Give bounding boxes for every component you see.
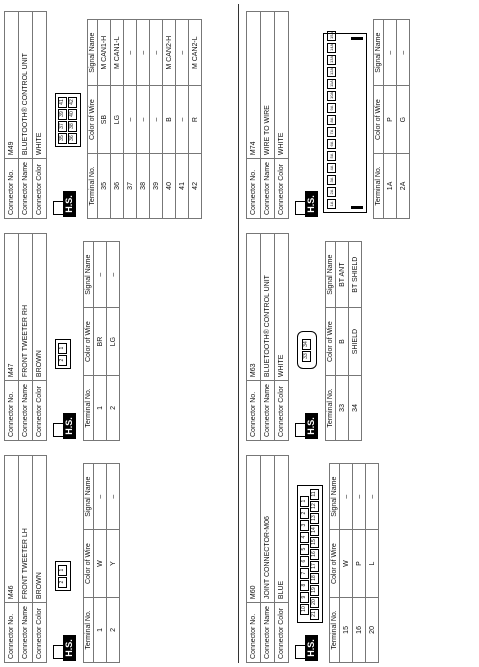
table-cell: SB [98,86,111,153]
pin: 4 [300,532,309,543]
connector-name-value: FRONT TWEETER LH [19,456,33,603]
table-cell: 39 [150,153,163,218]
connector-color-label: Connector Color [275,381,289,441]
connector-name-label: Connector Name [261,381,275,441]
pin: 2 [300,508,309,519]
connector-color-label: Connector Color [33,381,47,441]
wire-color-header: Color of Wire [84,530,94,597]
table-row [397,20,410,219]
pin: 1 [300,496,309,507]
terminal-no-header: Terminal No. [84,597,94,662]
table-row [137,20,150,219]
table-row [366,464,379,663]
connector-no-label: Connector No. [247,603,261,663]
connector-name-value: BLUETOOTH® CONTROL UNIT [19,12,33,159]
table-cell: 1A [384,153,397,218]
connector-info-table [4,233,47,441]
signal-name-header: Signal Name [84,242,94,308]
connector-info-table [246,455,289,663]
pin: 41 [58,97,67,108]
table-cell: P [353,530,366,597]
signal-name-header: Signal Name [88,20,98,86]
connector-face [55,93,81,147]
connector-panel-m47 [4,229,234,441]
pin: 12A [329,67,334,75]
connector-panel-m63 [246,229,476,441]
connector-no-value: M46 [5,456,19,603]
pin: 3A [327,175,336,185]
connector-name-value: JOINT CONNECTOR-M06 [261,456,275,603]
table-cell: 20 [366,597,379,662]
pin: 21 [310,609,319,620]
pin: 16 [310,549,319,560]
connector-name-value: BLUETOOTH® CONTROL UNIT [261,234,275,381]
pin: 11A [329,80,334,87]
table-cell: W [340,530,353,597]
table-cell: 1 [94,597,107,662]
connector-no-label: Connector No. [5,603,19,663]
table-row [340,464,353,663]
table-cell: – [150,20,163,86]
table-row [353,464,366,663]
table-cell: B [336,308,349,375]
table-cell: – [124,20,137,86]
wire-color-header: Color of Wire [326,308,336,375]
pin: 13A [329,55,334,63]
connector-face [55,339,71,369]
connector-no-value: M63 [247,234,261,381]
table-row [111,20,124,219]
table-row [98,20,111,219]
table-cell: – [124,86,137,153]
connector-color-label: Connector Color [275,603,289,663]
terminal-table [325,241,362,441]
table-cell: M CAN2-L [189,20,202,86]
table-cell: BR [94,308,107,375]
table-cell: 34 [349,375,362,440]
connector-color-value: WHITE [275,234,289,381]
connector-name-label: Connector Name [19,159,33,219]
pin: 5 [300,544,309,555]
harness-side-icon: H.S. [53,191,77,217]
connector-color-value: BLUE [275,456,289,603]
pin: 40 [68,109,77,120]
table-row [107,242,120,441]
pin: 33 [302,351,311,362]
table-cell: – [340,464,353,530]
connector-no-value: M60 [247,456,261,603]
pin: 1 [58,565,67,576]
table-cell: 40 [163,153,176,218]
table-cell: 41 [176,153,189,218]
pin: 2A [327,187,336,197]
harness-side-icon: H.S. [53,635,77,661]
connector-color-value: WHITE [275,12,289,159]
pin: 18 [310,573,319,584]
table-cell: 36 [111,153,124,218]
connector-name-label: Connector Name [261,159,275,219]
table-cell: – [94,464,107,530]
table-cell: – [176,20,189,86]
pin: 17 [310,561,319,572]
table-cell: BT ANT [336,242,349,308]
table-cell: M CAN2-H [163,20,176,86]
connector-panel-m46 [4,451,234,663]
pin: 2 [58,577,67,588]
table-cell: R [189,86,202,153]
table-cell: L [366,530,379,597]
connector-info-table [246,233,289,441]
pin: 6 [300,556,309,567]
table-cell: P [384,86,397,153]
table-row [189,20,202,219]
connector-panel-m49 [4,7,234,219]
table-row [336,242,349,441]
harness-side-icon: H.S. [53,413,77,439]
connector-no-label: Connector No. [247,381,261,441]
section-divider [238,4,239,663]
wire-color-header: Color of Wire [84,308,94,375]
connector-color-value: WHITE [33,12,47,159]
table-cell: – [384,20,397,86]
table-row [94,242,107,441]
connector-no-value: M74 [247,12,261,159]
pin: 14A [329,43,334,51]
pin: 20 [310,597,319,608]
table-cell: B [163,86,176,153]
pin: 3 [300,520,309,531]
pin: 8A [327,115,336,125]
table-row [94,464,107,663]
terminal-table [83,241,120,441]
connector-no-label: Connector No. [247,159,261,219]
table-cell: 35 [98,153,111,218]
table-cell: – [94,242,107,308]
connector-face [323,33,367,213]
harness-side-icon: H.S. [295,191,319,217]
pin: 12 [310,501,319,512]
table-cell: BT SHIELD [349,242,362,308]
table-cell: – [137,20,150,86]
pin: 6A [327,139,336,149]
terminal-table [83,463,120,663]
pin: 1 [58,343,67,354]
table-cell: – [353,464,366,530]
connector-color-label: Connector Color [33,603,47,663]
pin: 36 [68,133,77,144]
wire-color-header: Color of Wire [330,530,340,597]
table-cell: – [137,86,150,153]
pin: 5A [327,151,336,161]
pin: 9A [327,103,336,113]
pin: 13 [310,513,319,524]
connector-color-value: BROWN [33,456,47,603]
table-cell: W [94,530,107,597]
connector-name-label: Connector Name [19,381,33,441]
pin: 7 [300,568,309,579]
table-cell: M CAN1-L [111,20,124,86]
table-cell: 38 [137,153,150,218]
connector-face [297,331,317,369]
table-cell: 2 [107,597,120,662]
pin: 14 [310,525,319,536]
wire-color-header: Color of Wire [374,86,384,153]
connector-no-value: M47 [5,234,19,381]
terminal-no-header: Terminal No. [88,153,98,218]
connector-color-label: Connector Color [33,159,47,219]
connector-name-value: FRONT TWEETER RH [19,234,33,381]
table-cell: 37 [124,153,137,218]
table-cell: G [397,86,410,153]
table-cell: – [397,20,410,86]
terminal-no-header: Terminal No. [330,597,340,662]
signal-name-header: Signal Name [374,20,384,86]
pin: 15 [310,537,319,548]
signal-name-header: Signal Name [84,464,94,530]
table-row [384,20,397,219]
table-cell: 16 [353,597,366,662]
table-cell: – [176,86,189,153]
pin: 10A [329,91,334,99]
table-cell: – [366,464,379,530]
terminal-no-header: Terminal No. [374,153,384,218]
connector-name-value: WIRE TO WIRE [261,12,275,159]
connector-color-label: Connector Color [275,159,289,219]
connector-panel-m74 [246,7,476,219]
table-row [107,464,120,663]
connector-info-table [246,11,289,219]
table-cell: M CAN1-H [98,20,111,86]
pin: 35 [58,133,67,144]
table-row [150,20,163,219]
table-cell: 2A [397,153,410,218]
pin: 8 [300,580,309,591]
pin: 7A [327,127,336,137]
table-cell: 2 [107,375,120,440]
table-cell: 1 [94,375,107,440]
table-cell: 42 [189,153,202,218]
pin: 37 [58,121,67,132]
table-row [176,20,189,219]
connector-no-value: M49 [5,12,19,159]
connector-no-label: Connector No. [5,381,19,441]
terminal-no-header: Terminal No. [84,375,94,440]
table-cell: LG [107,308,120,375]
pin: 34 [302,339,311,350]
pin: 9 [300,592,309,603]
pin: 39 [58,109,67,120]
pin: 19 [310,585,319,596]
harness-side-icon: H.S. [295,635,319,661]
pin: 38 [68,121,77,132]
harness-side-icon: H.S. [295,413,319,439]
pin: 42 [68,97,77,108]
connector-name-label: Connector Name [19,603,33,663]
pin: 15A [329,31,334,39]
table-cell: – [107,242,120,308]
terminal-table [373,19,410,219]
table-cell: 33 [336,375,349,440]
table-cell: – [150,86,163,153]
pin: 10 [300,604,309,615]
connector-face [55,561,71,591]
connector-face [297,485,323,623]
connector-no-label: Connector No. [5,159,19,219]
connector-color-value: BROWN [33,234,47,381]
terminal-table [87,19,202,219]
connector-panel-m60 [246,451,476,663]
table-cell: Y [107,530,120,597]
wire-color-header: Color of Wire [88,86,98,153]
table-cell: 15 [340,597,353,662]
signal-name-header: Signal Name [326,242,336,308]
table-row [349,242,362,441]
table-row [124,20,137,219]
pin: 11 [310,489,319,500]
pin: 4A [327,163,336,173]
terminal-table [329,463,379,663]
table-row [163,20,176,219]
terminal-no-header: Terminal No. [326,375,336,440]
pin: 1A [327,199,336,209]
table-cell: SHIELD [349,308,362,375]
signal-name-header: Signal Name [330,464,340,530]
table-cell: – [107,464,120,530]
connector-info-table [4,11,47,219]
connector-name-label: Connector Name [261,603,275,663]
table-cell: LG [111,86,124,153]
pin: 2 [58,355,67,366]
connector-info-table [4,455,47,663]
